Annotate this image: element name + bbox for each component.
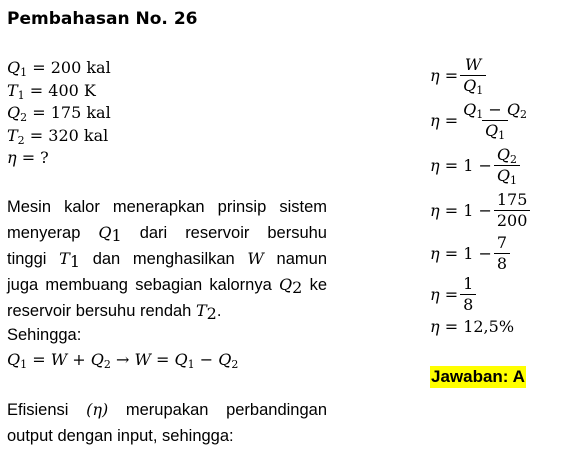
explanation-paragraph: Mesin kalor menerapkan prinsip sistem menyerap $Q_1$ dari reservoir bersuhu tinggi $T_1$ dan menghasilkan W namun juga membuang sebagian kalornya $Q_2$ ke reservoir bersuhu rendah $T_2$. <box>7 198 327 323</box>
given-t2: $T_2 = 320$ kal <box>7 125 109 147</box>
given-q2: $Q_2 = 175$ kal <box>7 103 111 124</box>
answer-badge: Jawaban: A <box>431 367 525 386</box>
sehingga-label: Sehingga: <box>7 326 82 344</box>
given-q1: $Q_1 = 200$ kal <box>7 58 111 79</box>
page-title: Pembahasan No. 26 <box>7 9 198 29</box>
given-eta: η = ? <box>7 148 49 167</box>
efficiency-paragraph: Efisiensi (η) merupakan perbandingan output dengan input, sehingga: <box>7 400 328 445</box>
solution-step-1: η = $\frac{W}{Q_1}$ <box>430 56 488 95</box>
given-t1: $T_1 = 400$ K <box>7 80 96 102</box>
solution-step-6: η = $\frac{1}{8}$ <box>430 275 478 314</box>
solution-step-5: η = 1 − $\frac{7}{8}$ <box>430 234 512 273</box>
given-values <box>7 58 111 171</box>
energy-equation: $Q_1 = W + Q_2 \to W = Q_1 - Q_2$ <box>7 350 239 371</box>
solution-result: η = 12,5% <box>430 317 515 336</box>
solution-step-3: η = 1 − $\frac{Q_2}{Q_1}$ <box>430 146 522 185</box>
solution-step-2: η = $\frac{Q_1 - Q_2}{Q_1}$ <box>430 100 527 142</box>
solution-step-4: η = 1 − $\frac{175}{200}$ <box>430 191 532 230</box>
